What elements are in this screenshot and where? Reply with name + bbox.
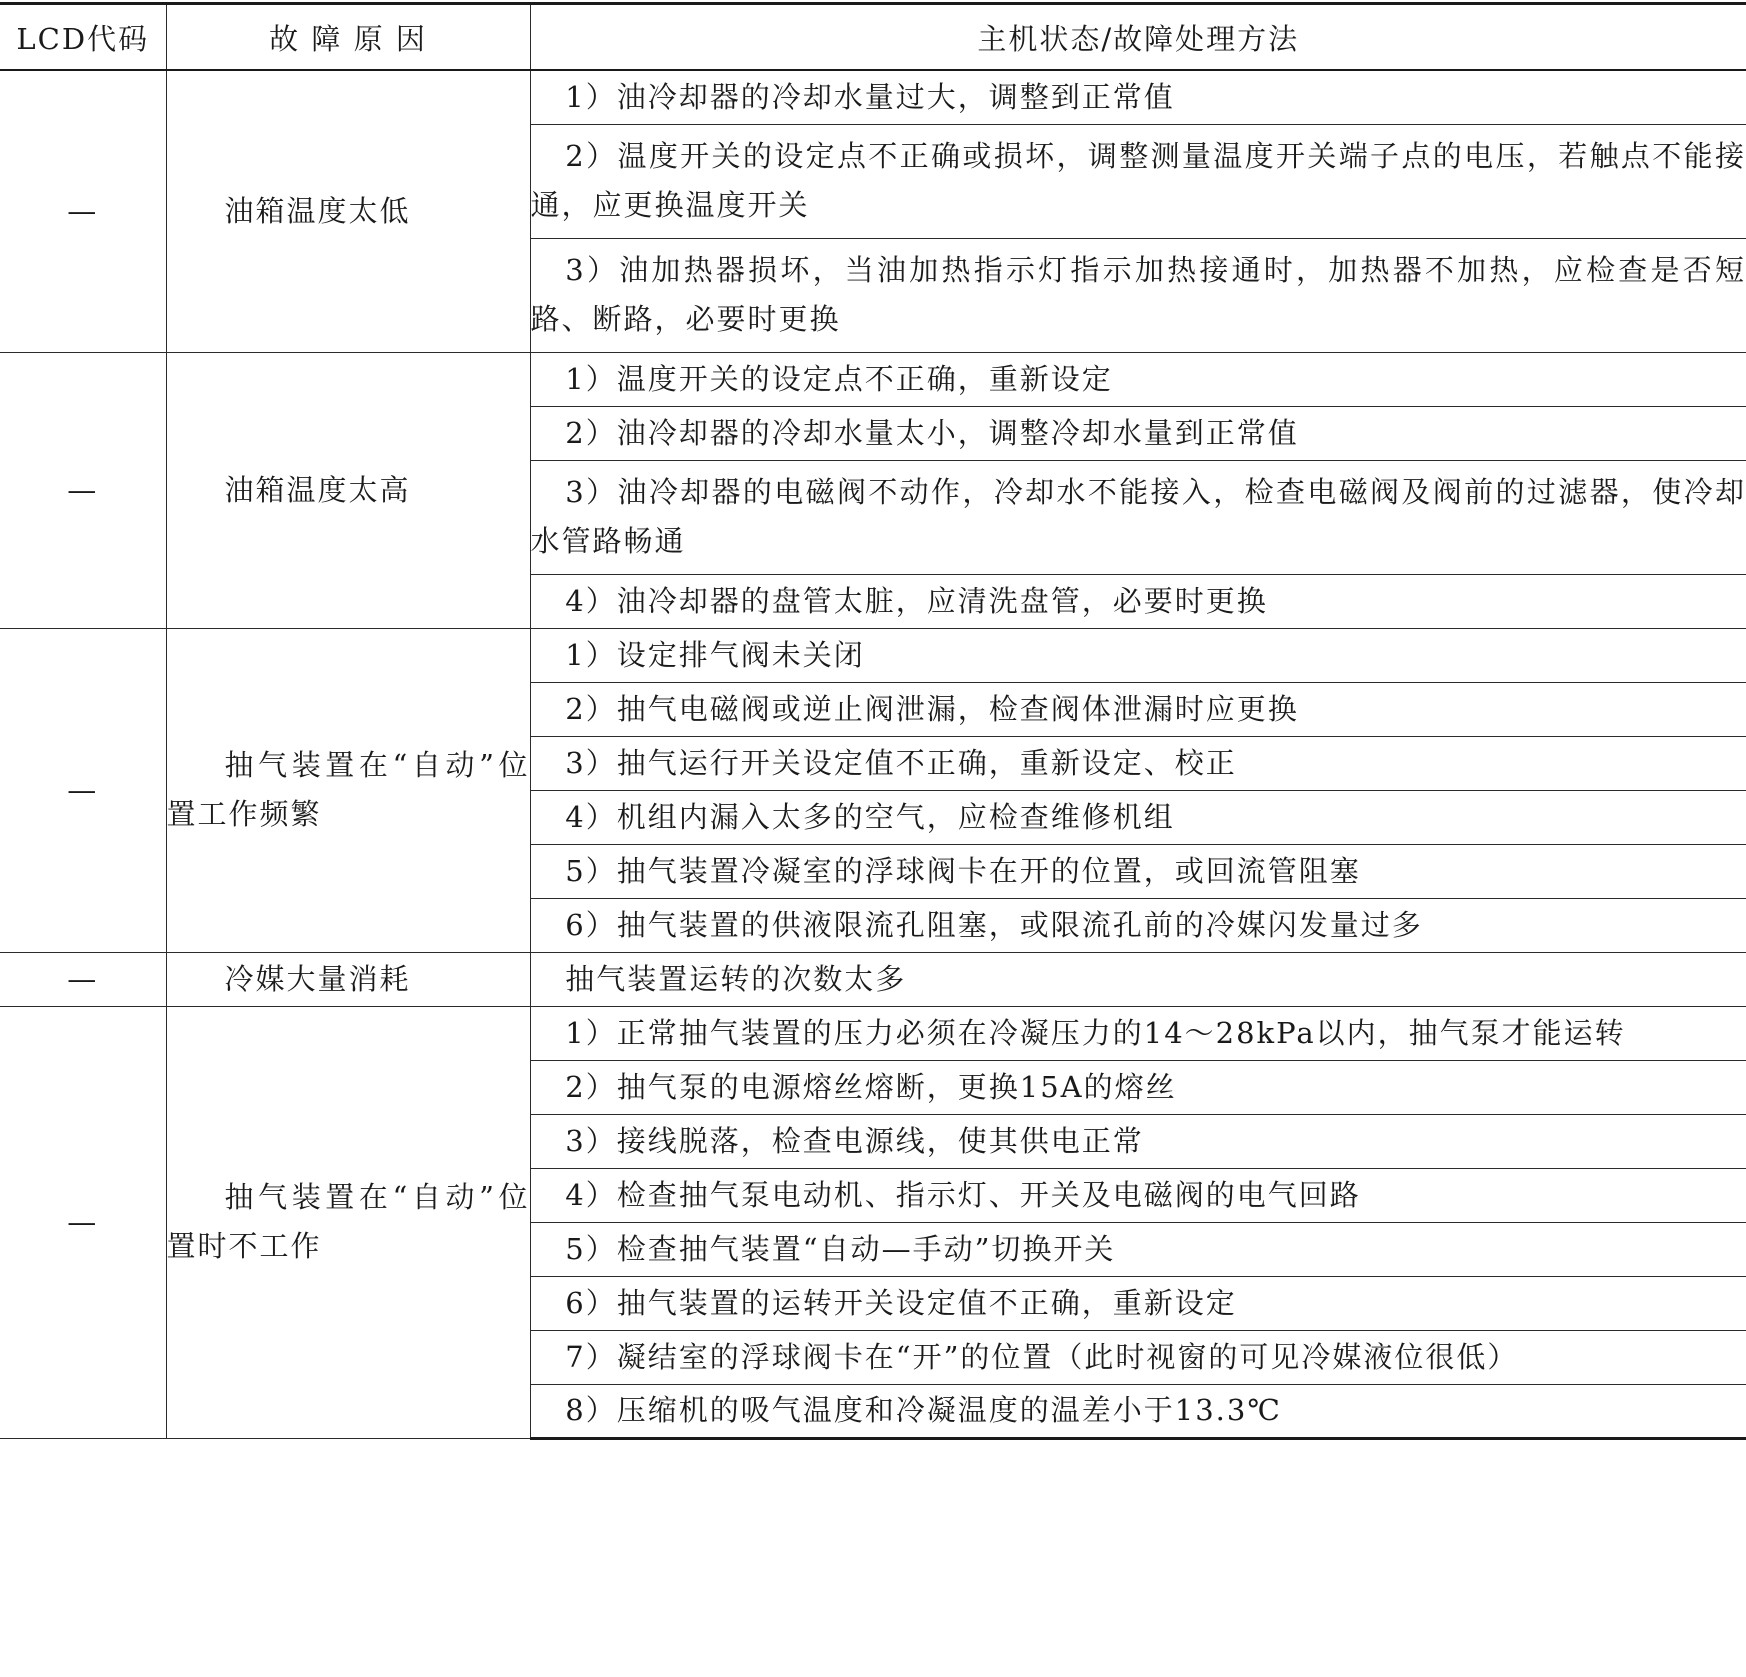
action-cell: 4）油冷却器的盘管太脏，应清洗盘管，必要时更换 bbox=[530, 574, 1746, 628]
header-host-status-action: 主机状态/故障处理方法 bbox=[530, 4, 1746, 71]
action-cell: 5）检查抽气装置“自动—手动”切换开关 bbox=[530, 1222, 1746, 1276]
lcd-code-cell: — bbox=[0, 352, 166, 628]
lcd-code-cell: — bbox=[0, 70, 166, 352]
lcd-code-cell: — bbox=[0, 952, 166, 1006]
action-cell: 2）温度开关的设定点不正确或损坏，调整测量温度开关端子点的电压，若触点不能接通，应更换温度开关 bbox=[530, 124, 1746, 238]
lcd-code-cell: — bbox=[0, 1006, 166, 1438]
action-cell: 3）接线脱落，检查电源线，使其供电正常 bbox=[530, 1114, 1746, 1168]
fault-cause-cell: 油箱温度太高 bbox=[166, 352, 530, 628]
header-row bbox=[0, 4, 1746, 71]
action-cell: 6）抽气装置的运转开关设定值不正确，重新设定 bbox=[530, 1276, 1746, 1330]
action-cell: 1）设定排气阀未关闭 bbox=[530, 628, 1746, 682]
header-lcd-code: LCD代码 bbox=[0, 4, 166, 71]
table-row bbox=[0, 628, 1746, 682]
action-cell: 6）抽气装置的供液限流孔阻塞，或限流孔前的冷媒闪发量过多 bbox=[530, 898, 1746, 952]
fault-table bbox=[0, 2, 1746, 1440]
action-cell: 4）机组内漏入太多的空气，应检查维修机组 bbox=[530, 790, 1746, 844]
action-cell: 2）油冷却器的冷却水量太小，调整冷却水量到正常值 bbox=[530, 406, 1746, 460]
action-cell: 1）油冷却器的冷却水量过大，调整到正常值 bbox=[530, 70, 1746, 124]
action-cell: 2）抽气泵的电源熔丝熔断，更换15A的熔丝 bbox=[530, 1060, 1746, 1114]
lcd-code-cell: — bbox=[0, 628, 166, 952]
action-cell: 3）油加热器损坏，当油加热指示灯指示加热接通时，加热器不加热，应检查是否短路、断路，必要时更换 bbox=[530, 238, 1746, 352]
action-cell: 1）正常抽气装置的压力必须在冷凝压力的14～28kPa以内，抽气泵才能运转 bbox=[530, 1006, 1746, 1060]
header-fault-cause: 故 障 原 因 bbox=[166, 4, 530, 71]
fault-cause-cell: 抽气装置在“自动”位置工作频繁 bbox=[166, 628, 530, 952]
fault-cause-cell: 抽气装置在“自动”位置时不工作 bbox=[166, 1006, 530, 1438]
action-cell: 8）压缩机的吸气温度和冷凝温度的温差小于13.3℃ bbox=[530, 1384, 1746, 1438]
table-row bbox=[0, 952, 1746, 1006]
action-cell: 4）检查抽气泵电动机、指示灯、开关及电磁阀的电气回路 bbox=[530, 1168, 1746, 1222]
action-cell: 3）油冷却器的电磁阀不动作，冷却水不能接入，检查电磁阀及阀前的过滤器，使冷却水管路畅通 bbox=[530, 460, 1746, 574]
action-cell: 7）凝结室的浮球阀卡在“开”的位置（此时视窗的可见冷媒液位很低） bbox=[530, 1330, 1746, 1384]
fault-cause-cell: 油箱温度太低 bbox=[166, 70, 530, 352]
action-cell: 3）抽气运行开关设定值不正确，重新设定、校正 bbox=[530, 736, 1746, 790]
table-row bbox=[0, 70, 1746, 124]
fault-cause-cell: 冷媒大量消耗 bbox=[166, 952, 530, 1006]
action-cell: 5）抽气装置冷凝室的浮球阀卡在开的位置，或回流管阻塞 bbox=[530, 844, 1746, 898]
action-cell: 2）抽气电磁阀或逆止阀泄漏，检查阀体泄漏时应更换 bbox=[530, 682, 1746, 736]
action-cell: 1）温度开关的设定点不正确，重新设定 bbox=[530, 352, 1746, 406]
table-row bbox=[0, 352, 1746, 406]
action-cell: 抽气装置运转的次数太多 bbox=[530, 952, 1746, 1006]
table-row bbox=[0, 1006, 1746, 1060]
